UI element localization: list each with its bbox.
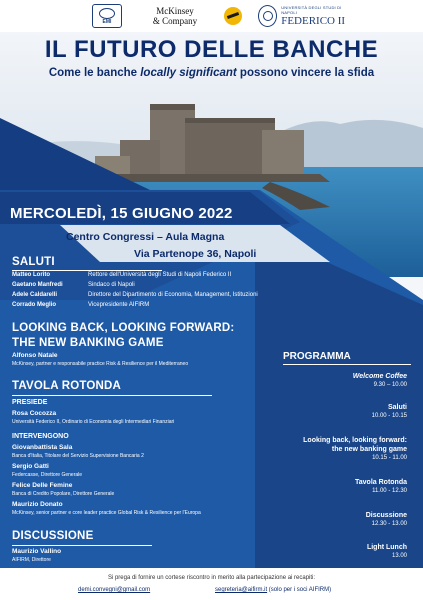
event-date: MERCOLEDÌ, 15 GIUGNO 2022 [10,205,233,222]
federico-logo-big: FEDERICO II [281,15,346,27]
discussione-divider [12,545,152,546]
programma-item: Saluti 10.00 - 10.15 [371,404,407,419]
federico-logo-small: UNIVERSITÀ DEGLI STUDI DI NAPOLI [281,5,342,15]
panel-speaker: Giovanbattista Sala [12,444,73,451]
aifirm-email [215,587,331,593]
aifirm-email-note: (solo per i soci AIFIRM) [267,587,332,593]
panel-speaker: Felice Delle Femine [12,482,73,489]
keynote-speaker-role: McKinsey, partner e responsabile practice Risk & Resilience per il Mediterraneo [12,361,189,367]
looking-back-heading-line2: THE NEW BANKING GAME [12,337,164,349]
panel-speaker-role: Federcasse, Direttore Generale [12,472,83,478]
mckinsey-logo-line1: McKinsey [156,6,194,16]
programma-heading: PROGRAMMA [283,351,351,362]
programma-divider [283,364,411,365]
demi-logo-text: EMI [102,18,112,25]
programma-item: Tavola Rotonda 11.00 - 12.30 [355,479,407,494]
discussant-role: AIFIRM, Direttore [12,557,51,563]
demi-email-link[interactable]: demi.convegni@gmail.com [78,587,151,593]
footer [0,568,423,600]
programma-item: Welcome Coffee 9.30 – 10.00 [352,373,407,388]
event-venue: Centro Congressi – Aula Magna [66,231,225,243]
discussant-name: Maurizio Vallino [12,548,62,555]
saluti-heading: SALUTI [12,256,55,268]
presiede-label: PRESIEDE [12,399,48,406]
keynote-speaker: Alfonso Natale [12,352,58,359]
event-address: Via Partenope 36, Napoli [134,248,257,260]
mckinsey-logo-line2: & Company [152,16,198,26]
programma-item: Discussione 12.30 - 13.00 [365,512,407,527]
panel-speaker: Maurizio Donato [12,501,63,508]
panel-speaker-role: Banca d'Italia, Titolare del Servizio Supervisione Bancaria 2 [12,453,144,459]
programma-item: Looking back, looking forward: the new banking game 10.15 - 11.00 [303,437,407,461]
saluti-divider [12,270,162,271]
programma-item: Light Lunch 13.00 [366,544,407,559]
rsvp-note: Si prega di fornire un cortese riscontro in merito alla partecipazione ai recapiti: [107,575,316,581]
poster-subtitle: Come le banche locally significant possono vincere la sfida [48,67,375,79]
discussione-heading: DISCUSSIONE [12,530,94,542]
aifirm-email-link[interactable]: segreteria@aifirm.it [215,587,268,593]
chair-name: Rosa Cocozza [12,410,57,417]
chair-role: Università Federico II, Ordinario di Economia degli Intermediari Finanziari [12,419,175,425]
panel-speaker-role: McKinsey, senior partner e core leader practice Global Risk & Resilience per l'Europa [12,510,201,516]
poster-title: IL FUTURO DELLE BANCHE [44,36,379,63]
panel-speaker-role: Banca di Credito Popolare, Direttore Generale [12,491,115,497]
intervengono-label: INTERVENGONO [12,433,69,440]
panel-speaker: Sergio Gatti [12,463,49,470]
looking-back-heading: LOOKING BACK, LOOKING FORWARD: [12,322,235,334]
event-poster: EMI McKinsey & Company UNIVERSITÀ DEGLI STUDI DI NAPOLI FEDERICO II IL FUTURO DELLE BANCHE Come le banche locally significant possono vincere la sfida MERCOLEDÌ, 15 GIUGNO 2022 Centro Congressi – Aula Magna Via Partenope 36, Napoli SALUTI Matteo Lorito Rettore dell'Università degli Studi di Napoli Federico II Gaetano Manfredi Sindaco di Napoli Adele Caldarelli Direttore del Dipartimento di Economia, Management, Istituzioni Corrado Meglio Vicepresidente AIFIRM LOOKING BACK, LOOKING FORWARD: THE NEW BANKING GAME Alfonso Natale McKinsey, partner e responsabile practice Risk & Resilience per il Mediterraneo TAVOLA ROTONDA PRESIEDE Rosa Cocozza Università Federico II, Ordinario di Economia degli Intermediari Finanziari INTERVENGONO Giovanbattista Sala Banca d'Italia, Titolare del Servizio Supervisione Bancaria 2 Sergio Gatti Federcasse, Direttore Generale Felice Delle Femine Banca di Credito Popolare, Direttore Generale Maurizio Donato McKinsey, senior partner e core leader practice Global Risk & Resilience per l'Europa DISCUSSIONE Maurizio Vallino AIFIRM, Direttore PROGRAMMA Welcome Coffee 9.30 – 10.00 Saluti 10.00 - 10.15 Looking back, looking forward: the new banking game 10.15 - 11.00 Tavola Rotonda 11.00 - 12.30 Discussione 12.30 - 13.00 Light Lunch 13.00 Si prega di fornire un cortese riscontro in merito alla partecipazione ai recapiti: demi.convegni@gmail.com segreteria@aifirm.it (solo per i soci AIFIRM) [0,0,423,600]
tavola-divider [12,395,212,396]
tavola-rotonda-heading: TAVOLA ROTONDA [12,380,122,392]
